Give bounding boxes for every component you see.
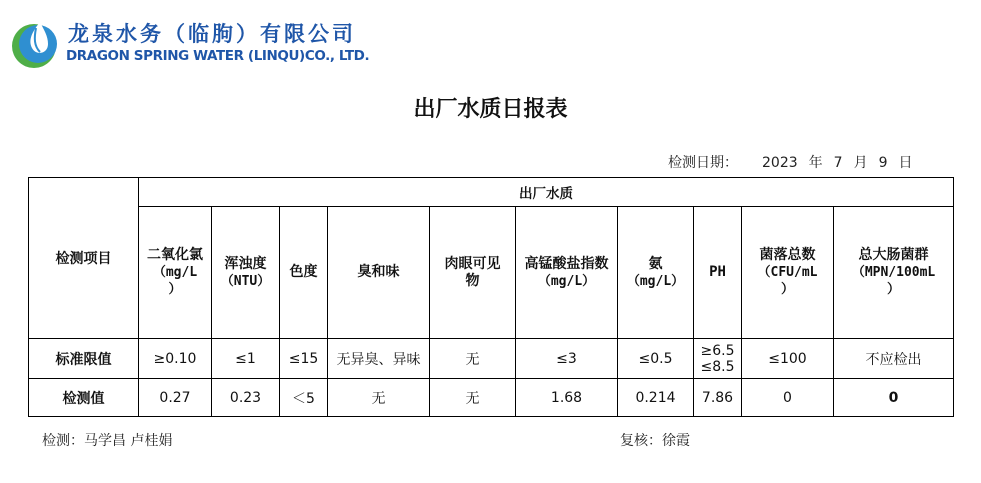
measured-value: ＜5 xyxy=(280,379,328,417)
measured-row xyxy=(29,379,954,417)
col-header-chlorine-dioxide: 二氧化氯 （mg/L ） xyxy=(139,207,212,339)
standard-value: ≤3 xyxy=(516,339,618,379)
date-year: 2023 xyxy=(762,155,798,171)
standard-value-ph: ≥6.5 ≤8.5 xyxy=(694,339,742,379)
col-header-permanganate-index: 高锰酸盐指数 （mg/L） xyxy=(516,207,618,339)
standard-value: 无 xyxy=(430,339,516,379)
measured-value: 1.68 xyxy=(516,379,618,417)
inspector-signature: 检测：马学昌 卢桂娟 xyxy=(42,433,173,449)
col-header-color: 色度 xyxy=(280,207,328,339)
standard-value: ≤0.5 xyxy=(618,339,694,379)
date-year-unit: 年 xyxy=(808,155,823,171)
date-month: 7 xyxy=(833,155,843,171)
measured-value: 0 xyxy=(742,379,834,417)
report-date xyxy=(668,152,917,172)
company-name-cn: 龙泉水务（临朐）有限公司 xyxy=(68,21,356,46)
measured-value: 0 xyxy=(834,379,954,417)
standard-value: ≤1 xyxy=(212,339,280,379)
col-header-odor-taste: 臭和味 xyxy=(328,207,430,339)
standard-row-label: 标准限值 xyxy=(29,339,139,379)
standard-value: ≤100 xyxy=(742,339,834,379)
measured-value: 7.86 xyxy=(694,379,742,417)
col-header-visible-matter: 肉眼可见 物 xyxy=(430,207,516,339)
item-header: 检测项目 xyxy=(29,178,139,339)
standard-value: ≥0.10 xyxy=(139,339,212,379)
date-day-unit: 日 xyxy=(898,155,913,171)
col-header-bacteria-count: 菌落总数 （CFU/mL ） xyxy=(742,207,834,339)
measured-value: 无 xyxy=(328,379,430,417)
water-drop-logo-icon xyxy=(10,14,68,70)
measured-value: 无 xyxy=(430,379,516,417)
col-header-coliform: 总大肠菌群 （MPN/100mL ） xyxy=(834,207,954,339)
measured-row-label: 检测值 xyxy=(29,379,139,417)
reviewer-signature: 复核：徐霞 xyxy=(620,433,690,449)
standard-row xyxy=(29,339,954,379)
col-header-turbidity: 浑浊度 （NTU） xyxy=(212,207,280,339)
measured-value: 0.23 xyxy=(212,379,280,417)
group-header: 出厂水质 xyxy=(139,178,954,207)
date-label: 检测日期： xyxy=(668,155,738,171)
report-title: 出厂水质日报表 xyxy=(413,96,568,122)
column-header-row xyxy=(29,207,954,339)
measured-value: 0.214 xyxy=(618,379,694,417)
water-quality-table xyxy=(28,177,954,417)
standard-value: 无异臭、异味 xyxy=(328,339,430,379)
standard-value: 不应检出 xyxy=(834,339,954,379)
col-header-ammonia: 氨 （mg/L） xyxy=(618,207,694,339)
date-month-unit: 月 xyxy=(853,155,868,171)
col-header-ph: PH xyxy=(694,207,742,339)
company-name-en: DRAGON SPRING WATER (LINQU)CO., LTD. xyxy=(66,48,370,64)
date-day: 9 xyxy=(878,155,888,171)
standard-value: ≤15 xyxy=(280,339,328,379)
measured-value: 0.27 xyxy=(139,379,212,417)
